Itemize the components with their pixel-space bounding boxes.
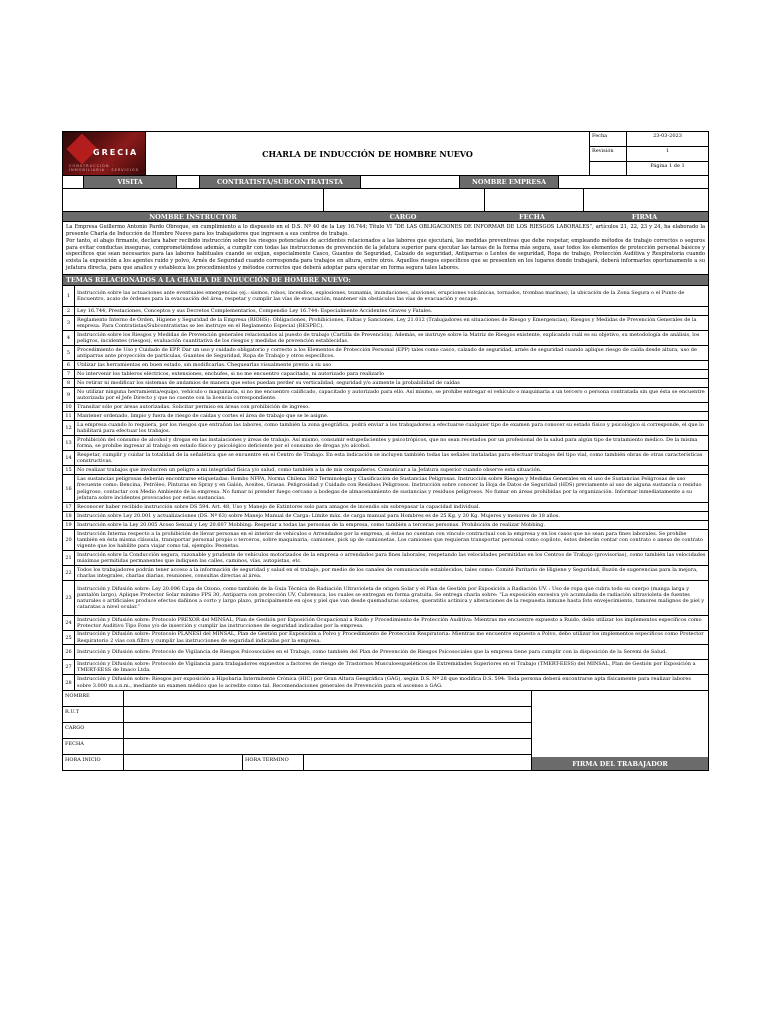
topic-number: 15 [63, 466, 75, 474]
topic-row [63, 466, 708, 475]
topic-text: Instrucción sobre las actuaciones ante eventuales emergencias (ej.: sismos, robos, incendios, explosiones, tsunamis, inundaciones, aluviones, erupciones volcánicas, tornados, trombas marinas), la ubicación de la Zona Segura o el Punto de Encuentro, acato de órdenes para la evacuación del área, respetar y cumplir las vías de evacuación, mantener sin obstáculos las vías de evacuación y escape. [77, 289, 685, 303]
topic-row [63, 316, 708, 331]
topic-number: 2 [63, 307, 75, 315]
instructor-cargo-field[interactable] [324, 189, 485, 211]
topic-text: No intervenir los tableros eléctricos, extensiones, enchufes, si no me encuentro capacitado, ni autorizado para realizarlo [77, 371, 385, 378]
topic-number: 16 [63, 475, 75, 502]
topic-number: 7 [63, 370, 75, 378]
hora-inicio-label: HORA INICIO [63, 755, 124, 770]
instructor-name-field[interactable] [63, 189, 324, 211]
topic-number: 3 [63, 316, 75, 330]
topic-number: 20 [63, 530, 75, 550]
cargo-worker-label: CARGO [63, 723, 124, 738]
topic-text: Procedimiento de Uso y Cuidado de EPP. Dar un uso y cuidado obligatorio y correcto a los Elementos de Protección Personal (EPP) tales como casco, calzado de seguridad, arnés de seguridad cuando aplique riesgo de caída desde altura, uso de antiparras ante proyección de partículas, Guantes de Seguridad, Ropa de Trabajo y otros específicos. [77, 346, 697, 360]
topic-number: 11 [63, 412, 75, 420]
topic-row [63, 403, 708, 412]
topic-row [63, 645, 708, 660]
worker-signature-block [63, 691, 708, 770]
topic-number: 17 [63, 503, 75, 511]
topic-text: Instrucción y Difusión sobre: Ley 20.096 Capa de Ozono, como también de la Guía Técnica de Radiación Ultravioleta de origen Solar y el Plan de Gestión por Exposición a Radiación UV. : Uso de ropa que cubra todo su cuerpo (manga larga y pantalón largo), Aplique Protector Solar mínimo FPS 30, Antiparra con protección UV, Cubrenuca, los cuales se entregan en forma gratuita. Se entrega charla sobre: “La exposición excesiva y/o acumulada de radiación ultravioleta de fuentes naturales o artificiales produce efectos dañinos a corto y largo plazo, principalmente en ojos y piel que van desde quemaduras solares, queratitis actínica y alteraciones de la respuesta inmune hasta foto envejecimiento, tumores malignos de piel y cataratas a nivel ocular.” [77, 585, 705, 611]
topic-text: Ley 16.744, Prestaciones, Conceptos y sus Decretos Complementarios, Compendio Ley 16.744: Especialmente Accidentes Graves y Fatales. [77, 308, 433, 315]
firma-label: FIRMA [631, 212, 658, 221]
topic-row [63, 421, 708, 436]
topic-number: 5 [63, 346, 75, 360]
topic-text: Instrucción y Difusión sobre: Protocolo PREXOR del MINSAL, Plan de Gestión por Exposición Ocupacional a Ruido y Procedimiento de Protección Auditiva: Mientras me encuentre expuesto a Ruido, debo utilizar los implementos específicos como Protector Auditivo Tipo Fono y/o de inserción y cumplir las instrucciones de seguridad indicadas por la empresa. [77, 616, 702, 630]
nombre-field[interactable] [124, 691, 531, 706]
document-meta [590, 132, 708, 175]
topic-number: 28 [63, 675, 75, 690]
fecha-label: Fecha [590, 132, 627, 146]
topic-text: Instrucción Interna respecto a la prohibición de llevar personas en el interior de vehículos o Arrendados por la empresa, si éstas no cuentan con vínculo contractual con la empresa y en los casos que no sean para fines laborales. Se prohíbe también en ésta misma cláusula, transportar personal propio o terceros, sobre maquinaria, camiones, pick up de camionetas. Los camiones que requieran transportar personal como copiloto, éstos deberán contar con contrato o anexo de contrato vigente que los habilite para viajar como tal, ejemplo: Peonetas. [77, 530, 703, 550]
hora-termino-field[interactable] [304, 755, 531, 770]
intro-paragraph-1: La Empresa Guillermo Antonio Pardo Obreque, en cumplimiento a lo dispuesto en el D.S. Nº 40 de la Ley 16.744; Título VI “DE LAS OBLIGACIONES DE INFORMAR DE LOS RIESGOS LABORALES”, artículos 21, 22, 23 y 24, ha elaborado la presente Charla de Inducción de Hombre Nuevo para los trabajadores que ingresen a sus centros de trabajo. [66, 224, 705, 237]
topic-number: 14 [63, 451, 75, 465]
fecha-worker-field[interactable] [124, 739, 531, 754]
topic-row [63, 346, 708, 361]
topic-text: No utilizar ninguna herramienta/equipo, vehículo o maquinaria, si no me encuentro calificado, capacitado y autorizado para ello. Así mismo, se prohíbe entregar el vehículo o maquinaria a un tercero o persona contratada sin que ésta se encuentre autorizada por el Jefe Directo y que no cuente con la licencia correspondiente. [77, 388, 705, 402]
topic-text: Prohibición del consumo de alcohol y drogas en las instalaciones y áreas de trabajo. Así mismo, consumir estupefacientes y psicotrópicos, que no sean recetados por un profesional de la salud para algún tipo de tratamiento médico. De la misma forma, se prohíbe ingresar al trabajo en estado físico y psicológico deficiente por el consumo de drogas y/o alcohol. [77, 436, 698, 450]
topic-text: Instrucción sobre la Ley 20.005 Acoso Sexual y Ley 20.607 Mobbing: Respetar a todas las personas de la empresa, como también a terceras personas. Prohibición de realizar Mobbing. [77, 522, 546, 529]
logo-subtitle: CONSTRUCCIÓN · INMOBILIARIA · SERVICIOS [69, 164, 139, 172]
instructor-label: NOMBRE INSTRUCTOR [149, 212, 237, 221]
topic-row [63, 307, 708, 316]
topic-row [63, 521, 708, 530]
topic-text: Utilizar las herramientas en buen estado, sin modificarlas. Chequearlas visualmente previo a su uso [77, 362, 332, 369]
hora-inicio-field[interactable] [124, 755, 243, 770]
topic-row [63, 660, 708, 675]
topic-number: 6 [63, 361, 75, 369]
document-title: CHARLA DE INDUCCIÓN DE HOMBRE NUEVO [146, 132, 590, 175]
topic-row [63, 379, 708, 388]
rut-field[interactable] [124, 707, 531, 722]
topic-text: Mantener ordenado, limpio y fuera de riesgo de caídas y cortes el área de trabajo que se le asigne. [77, 413, 329, 420]
topic-text: Instrucción y Difusión sobre: Protocolo PLANESI del MINSAL, Plan de Gestión por Exposición a Polvo y Procedimiento de Protección Respiratoria: Mientras me encuentre expuesto a Polvo, debo utilizar los implementos específicos como Protector Respiratorio 2 vías con filtro y cumplir las instrucciones de seguridad indicadas por la empresa. [77, 631, 704, 644]
rut-label: R.U.T [63, 707, 124, 722]
topic-row [63, 512, 708, 521]
cargo-worker-field[interactable] [124, 723, 531, 738]
topic-number: 21 [63, 551, 75, 565]
fecha-worker-label: FECHA [63, 739, 124, 754]
topic-row [63, 566, 708, 581]
topic-row [63, 616, 708, 631]
topic-number: 22 [63, 566, 75, 580]
topic-number: 24 [63, 616, 75, 630]
topic-row [63, 361, 708, 370]
visita-label: VISITA [84, 176, 177, 188]
topic-row [63, 503, 708, 512]
topic-text: Transitar sólo por áreas autorizadas. Solicitar permiso en áreas con prohibición de ingreso. [77, 404, 310, 411]
company-logo [63, 132, 146, 175]
instructor-firma-field[interactable] [584, 189, 708, 211]
intro-paragraph-2: Por tanto, el abajo firmante, declara haber recibido instrucción sobre los riesgos potenciales de accidentes relacionados a las labores que ejecutará, las medidas preventivas que debe respetar, empleando métodos de trabajo correctos o seguros para evitar conductas inseguras, comprometiéndose además, a cumplir con todas las instrucciones de prevención de la jefatura superior para ejecutar las tareas de la forma más segura, usar todos los elementos de protección personal básicos y específicos que sean necesarios para las labores habituales cuando se exijan, especialmente Casco, Guantes de Seguridad, Calzado de seguridad, Antiparras o Lentes de seguridad, Ropa de trabajo, Protección Auditiva y Respiratoria cuando exista la exposición a los agentes ruido y polvo, Arnés de Seguridad cuando corresponda para trabajos en altura, entre otros. Aquellos riesgos específicos que se presenten en los lugares donde trabajará, deberá informarlos oportunamente a su jefatura directa, para que analice y establezca los procedimientos y métodos correctos que deberá adoptar para ejecutar en forma segura tales labores. [66, 238, 705, 271]
topic-row [63, 436, 708, 451]
topic-text: No retirar ni modificar los sistemas de andamios de manera que estos puedan perder su verticalidad, seguridad y/o aumente la probabilidad de caídas [77, 380, 460, 387]
topic-text: Instrucción y Difusión sobre: Protocolo de Vigilancia para trabajadores expuestos a factores de riesgo de Trastornos Musculoesqueléticos de Extremidades Superiores en el Trabajo (TMERT-EESS) del MINSAL, Plan de Gestión por Exposición a TMERT-EESS de Imaco Ltda. [77, 660, 696, 674]
instructor-fecha-field[interactable] [485, 189, 584, 211]
topic-row [63, 286, 708, 307]
topic-number: 9 [63, 388, 75, 402]
topic-number: 26 [63, 645, 75, 659]
revision-label: Revisión [590, 147, 627, 161]
topic-number: 19 [63, 521, 75, 529]
topic-number: 12 [63, 421, 75, 435]
topic-text: La empresa cuando lo requiera, por los riesgos que entrañan las labores, como también la zona geográfica, podrá enviar a los trabajadores a efectuarse cualquier tipo de examen para conocer su estado físico y psicológico si corresponde, el que lo habilitará para efectuar los trabajos. [77, 421, 704, 435]
topic-text: Instrucción sobre la Conducción segura, razonable y prudente de vehículos motorizados de la empresa o arrendados para fines laborales, respetando las velocidades permitidas en los Centros de Trabajo (provisorias), como también las velocidades máximas permitidas permanentes que indiquen las calles, caminos, vías, autopistas, etc. [77, 551, 706, 565]
fecha-col-label: FECHA [519, 212, 545, 221]
nombre-label: NOMBRE [63, 691, 124, 706]
topic-row [63, 530, 708, 551]
topic-number: 13 [63, 436, 75, 450]
topic-text: Instrucción y Difusión sobre: Protocolo de Vigilancia de Riesgos Psicosociales en el Trabajo, como también del Plan de Prevención de Riesgos Psicosociales que la empresa tiene para cumplir con la disposición de la Seremi de Salud. [77, 649, 667, 656]
topics-title: TEMAS RELACIONADOS A LA CHARLA DE INDUCCIÓN DE HOMBRE NUEVO: [63, 275, 708, 286]
visita-checkbox[interactable] [177, 176, 200, 188]
revision-value: 1 [665, 148, 670, 154]
topic-row [63, 475, 708, 503]
topic-row [63, 581, 708, 616]
topic-number: 8 [63, 379, 75, 387]
topic-row [63, 675, 708, 691]
instructor-fields [63, 189, 708, 212]
topic-number: 23 [63, 581, 75, 615]
empresa-field[interactable] [559, 176, 708, 188]
contratista-label: CONTRATISTA/SUBCONTRATISTA [200, 176, 361, 188]
topic-row [63, 631, 708, 645]
topic-row [63, 412, 708, 421]
topic-text: No realizar trabajos que involucren un peligro a mi integridad física y/o salud, como también a la de mis compañeros. Comunicar a la Jefatura superior cuando observe esta situación. [77, 467, 542, 474]
topic-number: 18 [63, 512, 75, 520]
hora-termino-label: HORA TERMINO [243, 755, 304, 770]
worker-signature-field[interactable] [532, 691, 708, 757]
topics-list [63, 286, 708, 691]
topic-text: Instrucción sobre los Riesgos y Medidas de Prevención generales relacionados al puesto de trabajo (Cartilla de Prevención). Además, se instruye sobre la Matriz de Riesgos existente, explicando cuál es su objetivo, su metodología de análisis, los peligros, incidentes (riesgos), evaluación cuantitativa de los riesgos y medidas de prevención establecidas. [77, 331, 700, 345]
topic-number: 1 [63, 286, 75, 306]
firma-trabajador-label: FIRMA DEL TRABAJADOR [532, 757, 708, 770]
cargo-label: CARGO [389, 212, 417, 221]
fecha-value: 23-03-2023 [653, 133, 682, 139]
topic-number: 27 [63, 660, 75, 674]
topic-text: Reconocer haber recibido instrucción sobre DS 594. Art. 48, Uso y Manejo de Extintores solo para amagos de incendio sin sobrepasar la capacidad individual. [77, 504, 481, 511]
header [63, 132, 708, 176]
topic-number: 4 [63, 331, 75, 345]
instructor-band [63, 212, 708, 222]
topic-row [63, 388, 708, 403]
contratista-field[interactable] [361, 176, 460, 188]
topic-row [63, 370, 708, 379]
topic-row [63, 331, 708, 346]
topic-text: Las sustancias peligrosas deberán encontrarse etiquetadas: Rombo NFPA, Norma Chilena 382 Terminología y Clasificación de Sustancias Peligrosas. Instrucción sobre Riesgos y Medidas Generales en el uso de Sustancias Peligrosas de uso frecuente como: Bencina, Petróleo, Pinturas en Spray y en Galón, Aceites, Grasas. Peligrosidad y Cuidado con Residuos Peligrosos. Instrucción sobre conocer la Hoja de Datos de Seguridad (HDS) previamente al uso de alguna sustancia o residuo peligroso, contactar con Medio Ambiente de la empresa. No fumar ni prender fuego cercano a bodegas de almacenamiento de sustancias y residuos peligrosos. No fumar en áreas prohibidas por la organización. Informar inmediatamente a su jefatura sobre incidentes provocados por estas sustancias. [77, 476, 702, 501]
topic-text: Respetar, cumplir y cuidar la totalidad de la señalética que se encuentre en el Centro de Trabajo. En esta indicación se incluyen también todas las señales instaladas para efectuar trabajos del tipo vial, como también obras de otras características constructivas. [77, 451, 703, 465]
topic-row [63, 551, 708, 566]
logo-word: GRECIA [93, 148, 139, 157]
topic-text: Instrucción y Difusión sobre: Riesgos por exposición a Hipobaria Intermitente Crónica (HIC) por Gran Altura Geográfica (GAG), según D.S. Nº 28 que modifica D.S. 594: Toda persona deberá encontrarse apta físicamente para realizar labores sobre 3.000 m.s.n.m., mediante un examen médico que lo acredite como tal. Recomendaciones generales de Prevención para el ascenso a GAG. [77, 676, 691, 689]
topic-number: 10 [63, 403, 75, 411]
topic-number: 25 [63, 631, 75, 644]
intro-text [63, 222, 708, 275]
topic-text: Reglamento Interno de Orden, Higiene y Seguridad de la Empresa (RIOHS): Obligaciones, Prohibiciones, Faltas y Sanciones, Ley 21.012 (Trabajadores en situaciones de Riesgo y Emergencias), Riesgos y Medidas de Prevención Generales de la empresa. Para Contratistas/Subcontratistas se les instruye en el Reglamento Especial (RESPEC). [77, 316, 697, 330]
visitor-band [63, 176, 708, 189]
topic-text: Instrucción sobre Ley 20.001 y actualizaciones (DS. Nº 63) sobre Manejo Manual de Carga: Límite máx. de carga manual para Hombres es de 25 Kg. y 20 Kg. Mujeres y menores de 18 años. [77, 513, 560, 520]
page-number: Página 1 de 1 [650, 163, 685, 169]
document-sheet [62, 131, 709, 771]
topic-text: Todos los trabajadores podrán tener acceso a la información de seguridad y salud en el trabajo, por medio de los canales de comunicación establecidos, tales como: Comité Paritario de Higiene y Seguridad, Buzón de sugerencias para la mejora, charlas integrales, charlas diarias, reuniones, consultas directas al área. [77, 566, 698, 580]
topic-row [63, 451, 708, 466]
empresa-label: NOMBRE EMPRESA [460, 176, 559, 188]
